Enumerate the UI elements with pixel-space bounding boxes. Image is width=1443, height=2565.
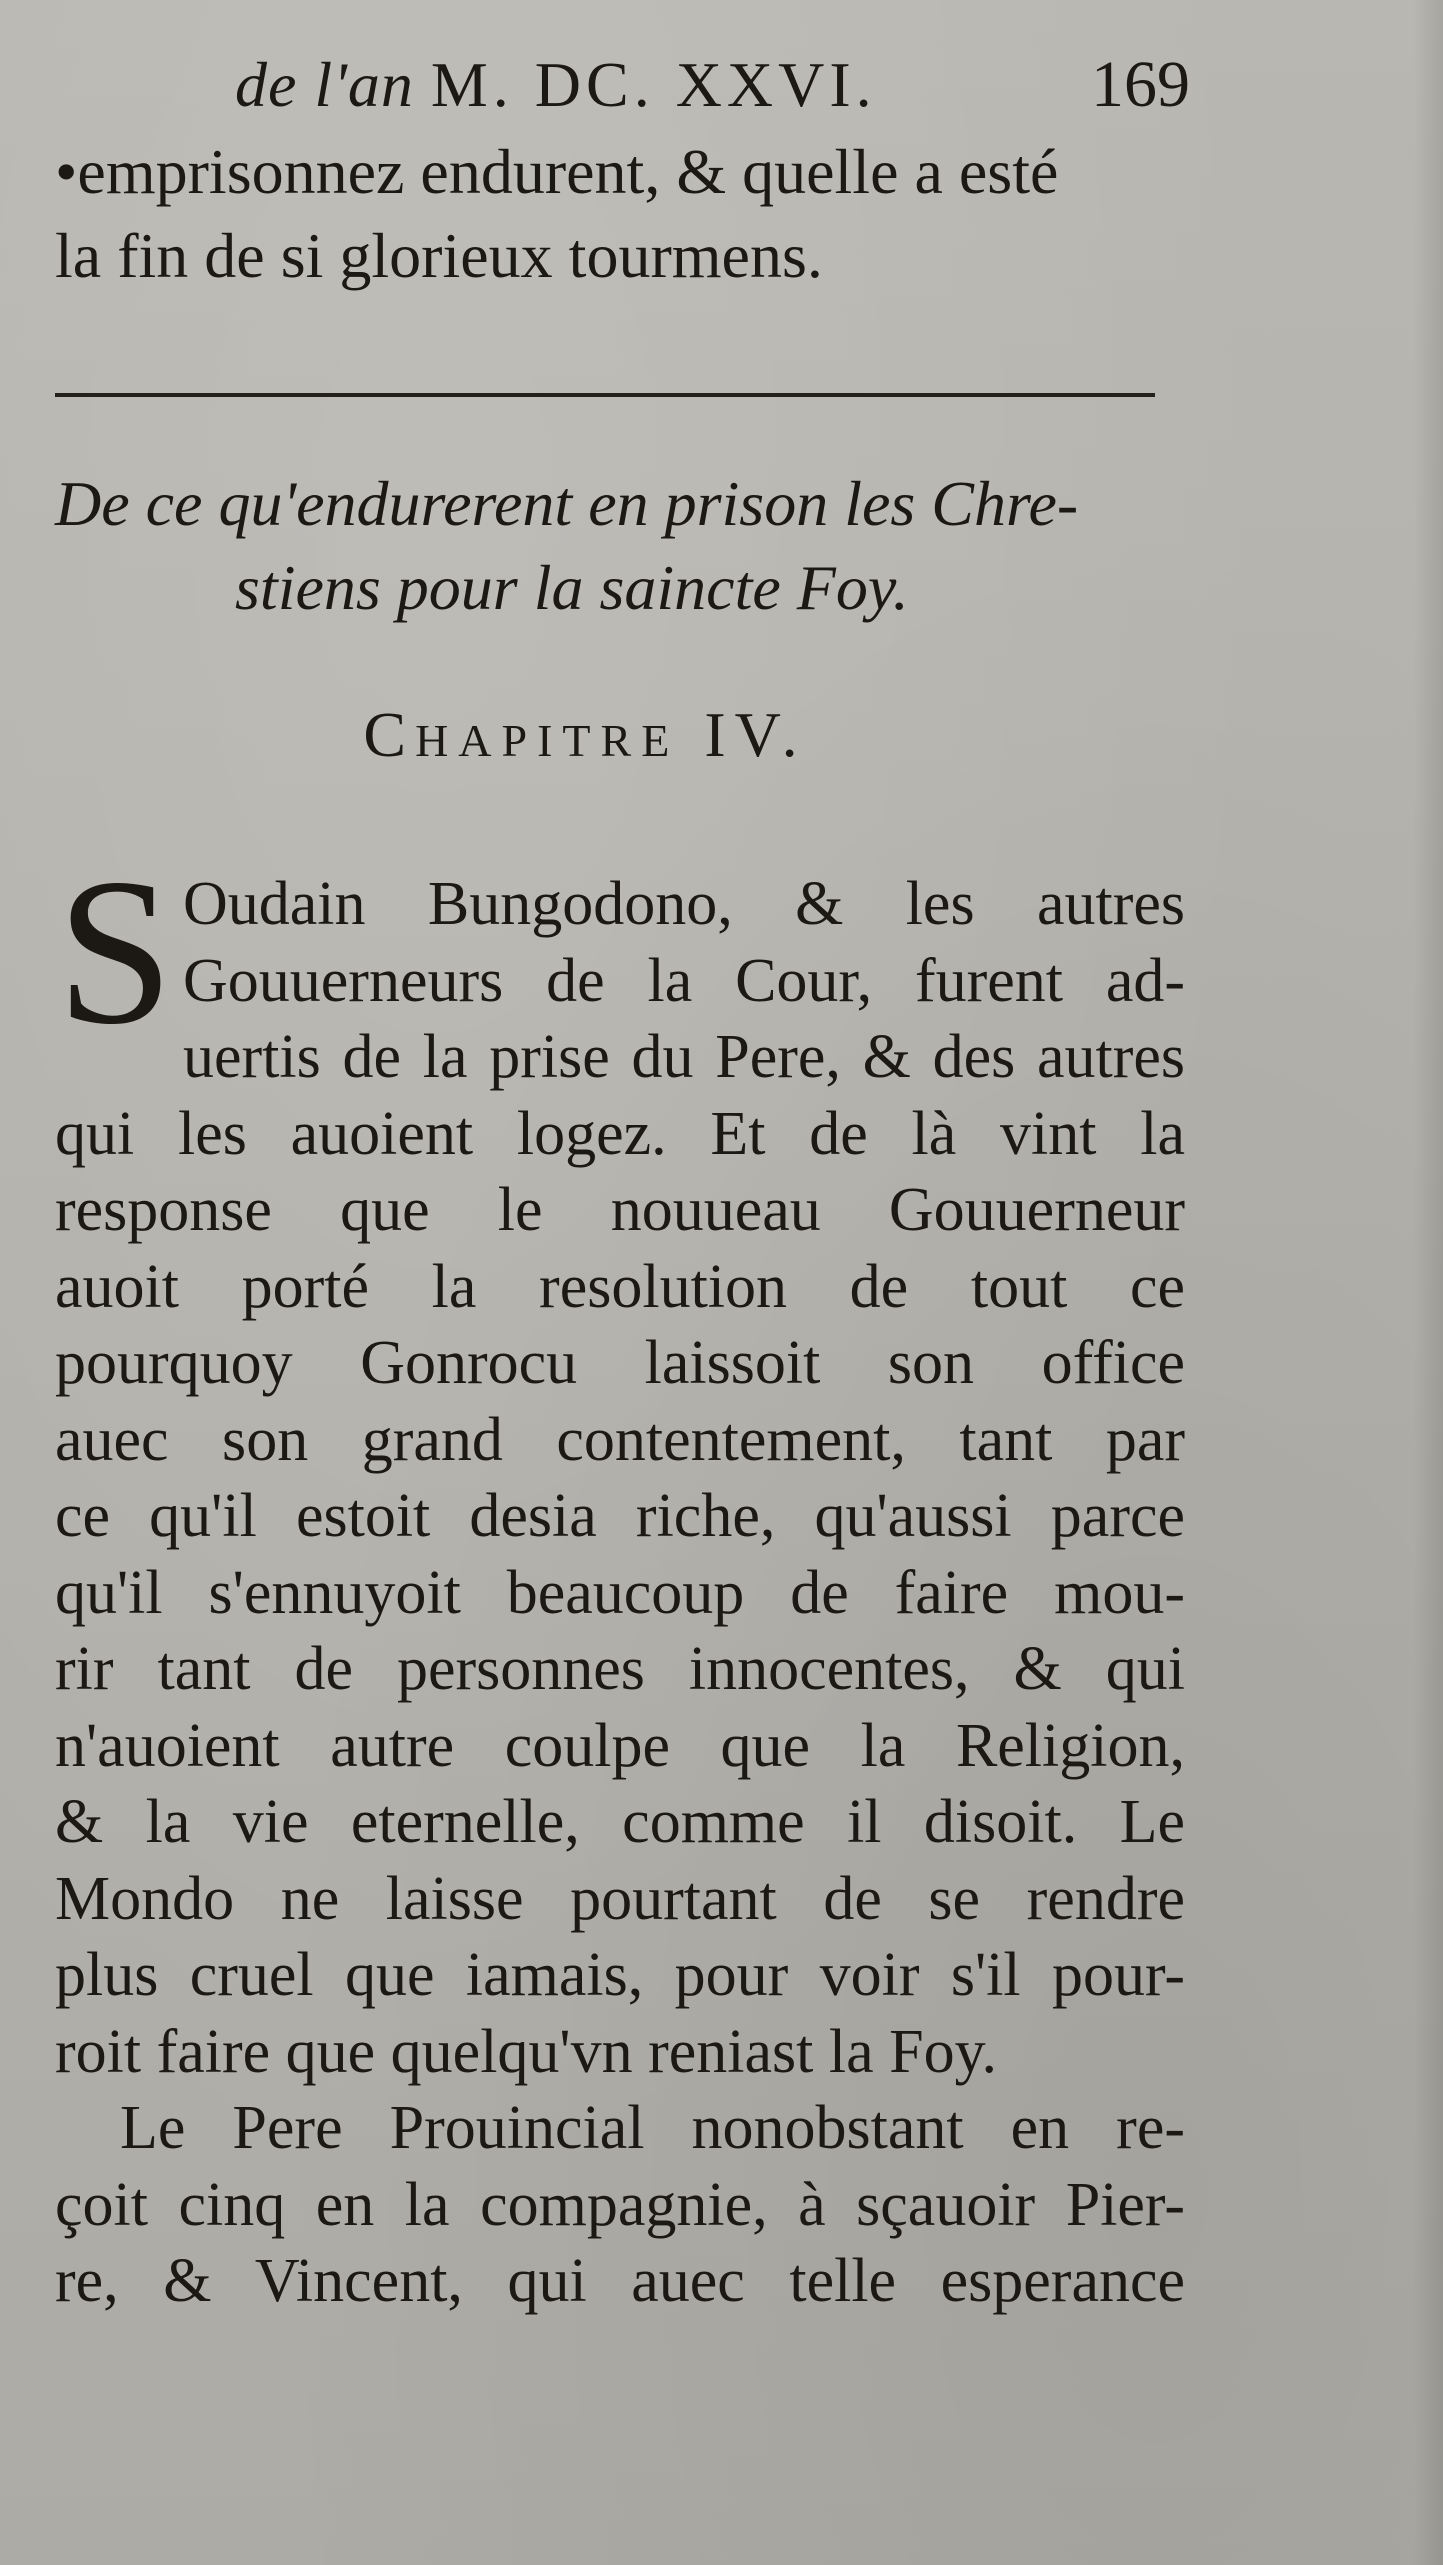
text-line: rir tant de personnes innocentes, & qui — [55, 1635, 1185, 1703]
text-line: n'auoient autre coulpe que la Religion, — [55, 1711, 1185, 1780]
text-line: & la vie eternelle, comme il disoit. Le — [55, 1788, 1185, 1856]
chapter-heading-line: De ce qu'endurerent en prison les Chre- — [55, 468, 1079, 539]
text-line: qui les auoient logez. Et de là vint la — [55, 1099, 1185, 1168]
paragraph-1 — [55, 836, 1185, 2090]
carry-over-line: la fin de si glorieux tourmens. — [55, 220, 823, 291]
text-line: pourquoy Gonrocu laissoit son office — [55, 1329, 1185, 1397]
carry-over-line: •emprisonnez endurent, & quelle a esté — [55, 136, 1059, 207]
chapter-heading-line: stiens pour la saincte Foy. — [235, 552, 909, 623]
chapter-word-rest: HAPITRE — [415, 715, 680, 766]
text-line: plus cruel que iamais, pour voir s'il pour- — [55, 1941, 1185, 2009]
text-line: auec son grand contentement, tant par — [55, 1405, 1185, 1474]
page-edge-shadow — [1413, 0, 1443, 2565]
body-text — [55, 836, 1185, 2320]
running-title-year: M. DC. XXVI. — [430, 49, 877, 120]
chapter-first-letter: C — [363, 699, 416, 770]
running-title-italic: de l'an — [235, 49, 414, 120]
text-line: auoit porté la resolution de tout ce — [55, 1252, 1185, 1321]
text-line: Mondo ne laisse pourtant de se rendre — [55, 1864, 1185, 1933]
text-line: re, & Vincent, qui auec telle esperance — [55, 2247, 1185, 2315]
running-head — [55, 40, 1190, 130]
text-line: uertis de la prise du Pere, & des autres — [183, 1023, 1185, 1091]
text-line: Le Pere Prouincial nonobstant en re- — [120, 2094, 1185, 2162]
text-line: response que le nouueau Gouuerneur — [55, 1176, 1185, 1244]
text-line: Oudain Bungodono, & les autres — [183, 870, 1185, 938]
drop-cap: S — [56, 836, 174, 1068]
text-block — [55, 40, 1190, 2320]
text-line: Gouuerneurs de la Cour, furent ad- — [183, 946, 1185, 1015]
running-title — [235, 40, 877, 130]
section-rule — [55, 393, 1155, 397]
carry-over-text — [55, 130, 1185, 298]
text-line: çoit cinq en la compagnie, à sçauoir Pier- — [55, 2170, 1185, 2239]
chapter-heading — [55, 462, 1185, 630]
paragraph-2 — [55, 2090, 1185, 2320]
page-number: 169 — [1091, 48, 1190, 121]
chapter-number — [55, 680, 1185, 796]
text-line: roit faire que quelqu'vn reniast la Foy. — [55, 2017, 998, 2086]
chapter-roman-numeral: IV. — [704, 699, 807, 770]
text-line: qu'il s'ennuyoit beaucoup de faire mou- — [55, 1558, 1185, 1627]
text-line: ce qu'il estoit desia riche, qu'aussi parce — [55, 1482, 1185, 1550]
